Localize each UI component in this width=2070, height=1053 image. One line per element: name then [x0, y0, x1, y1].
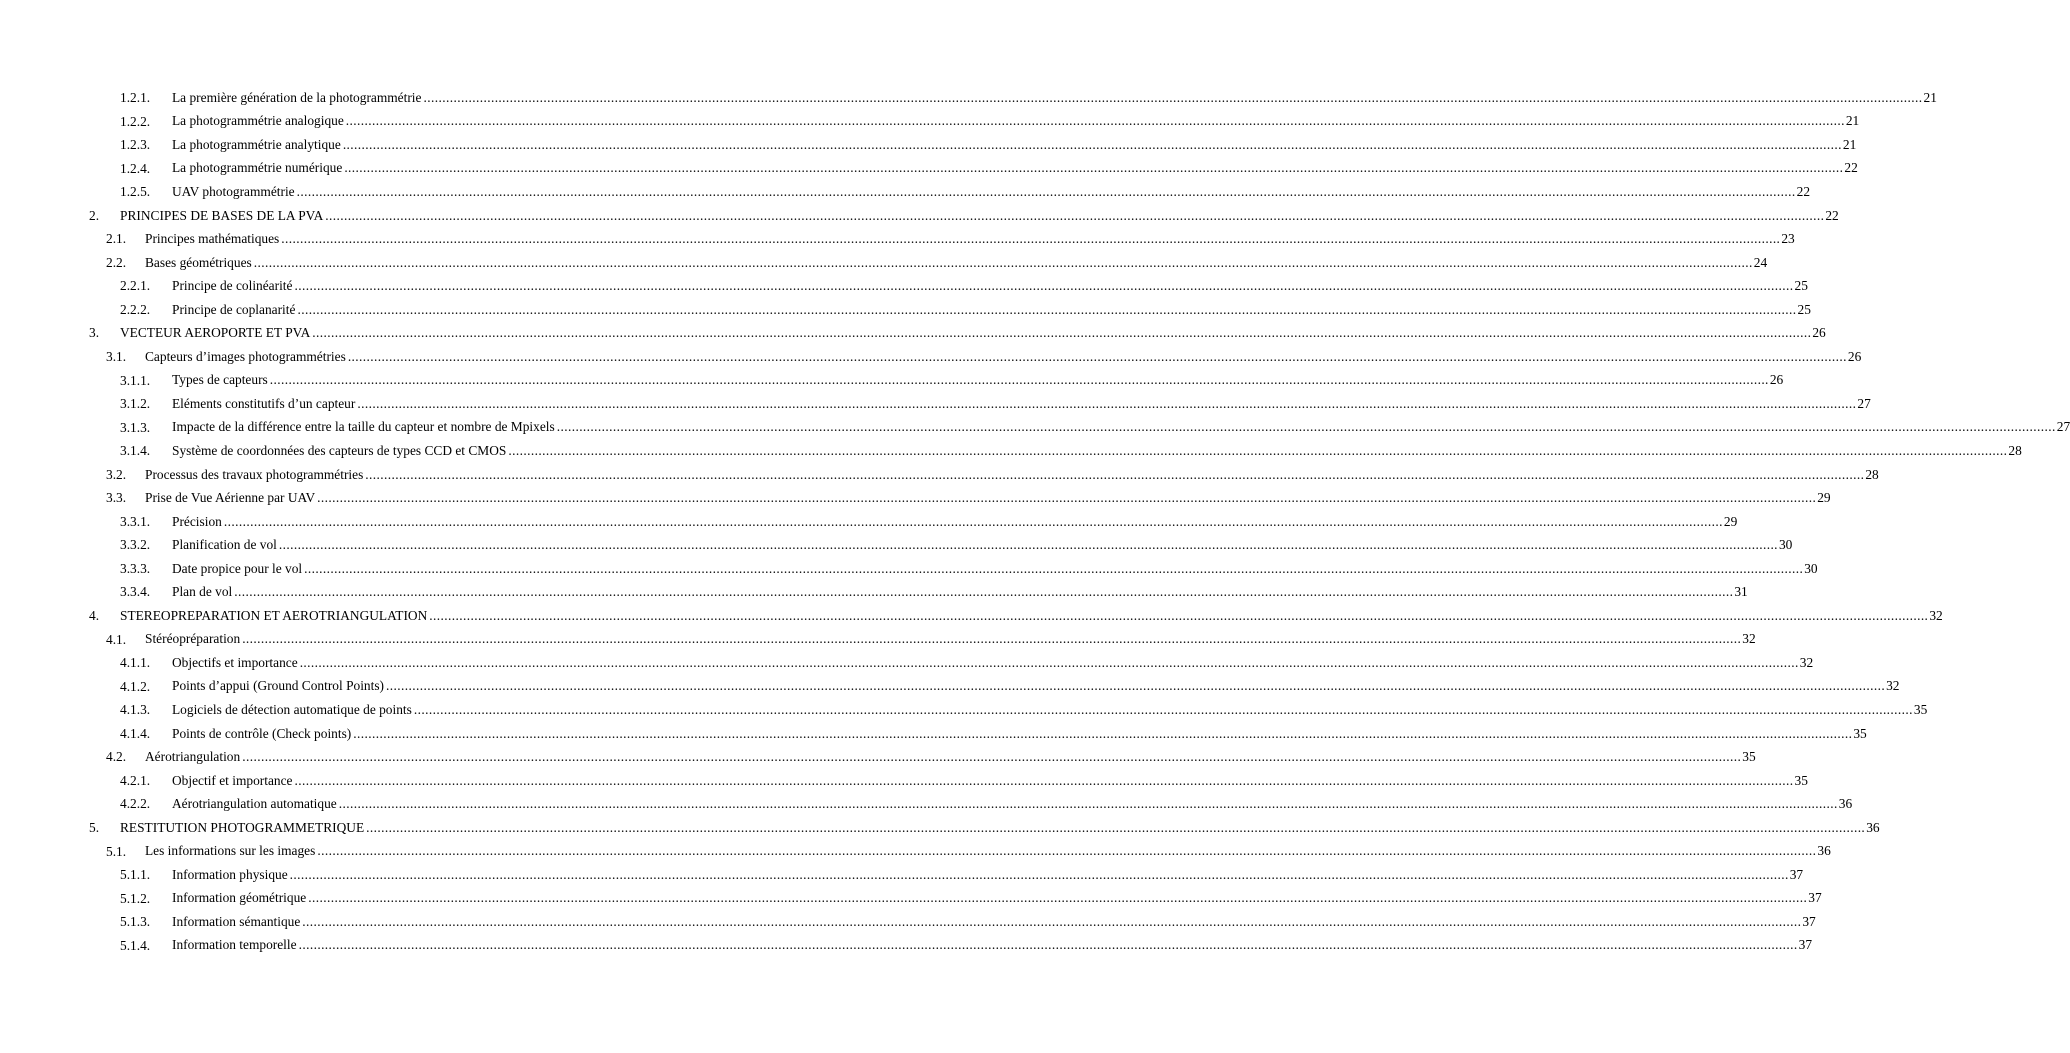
- toc-entry-page-number: 28: [2008, 442, 2022, 458]
- toc-entry-body: [172, 580, 1748, 604]
- toc-entry[interactable]: [0, 722, 1867, 746]
- toc-entry-page-number: 28: [1865, 466, 1879, 482]
- dot-leader: ................................................................................................................................................................................................................................................................................................................................................................................................................: [344, 160, 1844, 176]
- toc-entry[interactable]: [0, 816, 1880, 840]
- toc-entry[interactable]: [0, 251, 1768, 275]
- toc-entry-number: 4.1.3.: [120, 702, 151, 718]
- toc-entry-page-number: 27: [2056, 419, 2070, 435]
- toc-entry-body: [172, 369, 1784, 393]
- toc-entry-title: Aérotriangulation automatique: [172, 796, 337, 812]
- dot-leader: ................................................................................................................................................................................................................................................................................................................................................................................................................: [304, 560, 1804, 576]
- toc-entry[interactable]: [0, 698, 1928, 722]
- toc-entry-body: [172, 675, 1900, 699]
- toc-entry-title: RESTITUTION PHOTOGRAMMETRIQUE: [120, 819, 365, 835]
- toc-entry[interactable]: [0, 345, 1862, 369]
- toc-entry-body: [172, 910, 1816, 934]
- toc-entry[interactable]: [0, 86, 1937, 110]
- toc-entry-number: 2.2.2.: [120, 301, 151, 317]
- toc-entry[interactable]: [0, 840, 1831, 864]
- toc-entry-title: Types de capteurs: [172, 372, 268, 388]
- toc-entry-body: [172, 439, 2022, 463]
- toc-entry-body: [172, 863, 1804, 887]
- toc-entry-page-number: 32: [1886, 678, 1900, 694]
- toc-entry[interactable]: [0, 463, 1879, 487]
- toc-entry-title: Capteurs d’images photogrammétries: [145, 348, 346, 364]
- dot-leader: ................................................................................................................................................................................................................................................................................................................................................................................................................: [296, 183, 1796, 199]
- toc-entry-title: Planification de vol: [172, 537, 277, 553]
- toc-entry-page-number: 25: [1797, 301, 1811, 317]
- dot-leader: ................................................................................................................................................................................................................................................................................................................................................................................................................: [508, 442, 2008, 458]
- toc-entry-title: Information sémantique: [172, 913, 301, 929]
- toc-entry-page-number: 31: [1734, 584, 1748, 600]
- toc-entry-page-number: 30: [1778, 537, 1793, 553]
- toc-entry-title: La première génération de la photogrammétrie: [172, 89, 422, 105]
- toc-entry[interactable]: [0, 157, 1858, 181]
- toc-entry-body: [145, 745, 1756, 769]
- toc-entry-body: [120, 604, 1943, 628]
- dot-leader: ................................................................................................................................................................................................................................................................................................................................................................................................................: [253, 254, 1753, 270]
- toc-entry-page-number: 37: [1789, 866, 1804, 882]
- dot-leader: ................................................................................................................................................................................................................................................................................................................................................................................................................: [223, 513, 1723, 529]
- toc-entry-body: [172, 86, 1937, 110]
- dot-leader: ................................................................................................................................................................................................................................................................................................................................................................................................................: [281, 231, 1781, 247]
- toc-entry-body: [172, 298, 1811, 322]
- toc-entry-number: 3.3.: [106, 490, 127, 506]
- dot-leader: ................................................................................................................................................................................................................................................................................................................................................................................................................: [312, 325, 1812, 341]
- toc-entry[interactable]: [0, 651, 1814, 675]
- toc-entry-title: Objectifs et importance: [172, 654, 298, 670]
- toc-entry-body: [172, 934, 1813, 958]
- toc-entry-number: 4.1.4.: [120, 725, 151, 741]
- toc-entry[interactable]: [0, 887, 1822, 911]
- toc-entry-title: Points de contrôle (Check points): [172, 725, 352, 741]
- toc-entry[interactable]: [0, 628, 1756, 652]
- dot-leader: ................................................................................................................................................................................................................................................................................................................................................................................................................: [234, 584, 1734, 600]
- toc-entry-title: Bases géométriques: [145, 254, 252, 270]
- dot-leader: ................................................................................................................................................................................................................................................................................................................................................................................................................: [317, 843, 1817, 859]
- toc-entry[interactable]: [0, 416, 2070, 440]
- toc-entry-title: La photogrammétrie analytique: [172, 136, 341, 152]
- toc-entry-title: Information temporelle: [172, 937, 297, 953]
- toc-entry-title: La photogrammétrie numérique: [172, 160, 343, 176]
- toc-entry-number: 3.1.1.: [120, 372, 151, 388]
- toc-entry-page-number: 32: [1742, 631, 1756, 647]
- toc-entry-title: PRINCIPES DE BASES DE LA PVA: [120, 207, 324, 223]
- toc-entry-title: Points d’appui (Ground Control Points): [172, 678, 385, 694]
- toc-entry[interactable]: [0, 863, 1804, 887]
- toc-entry-number: 2.: [89, 207, 100, 223]
- toc-entry-number: 3.3.2.: [120, 537, 151, 553]
- toc-entry-title: Stéréopréparation: [145, 631, 241, 647]
- toc-entry-body: [172, 274, 1808, 298]
- dot-leader: ................................................................................................................................................................................................................................................................................................................................................................................................................: [242, 631, 1742, 647]
- dot-leader: ................................................................................................................................................................................................................................................................................................................................................................................................................: [298, 937, 1798, 953]
- toc-entry-number: 3.: [89, 325, 100, 341]
- toc-entry-number: 4.1.2.: [120, 678, 151, 694]
- toc-entry-title: Principes mathématiques: [145, 231, 280, 247]
- toc-entry-title: Information géométrique: [172, 890, 307, 906]
- toc-entry-title: UAV photogrammétrie: [172, 183, 295, 199]
- toc-entry-body: [172, 157, 1858, 181]
- toc-entry-body: [172, 533, 1793, 557]
- dot-leader: ................................................................................................................................................................................................................................................................................................................................................................................................................: [278, 537, 1778, 553]
- toc-entry[interactable]: [0, 369, 1784, 393]
- toc-entry-number: 2.2.: [106, 254, 127, 270]
- dot-leader: ................................................................................................................................................................................................................................................................................................................................................................................................................: [386, 678, 1886, 694]
- dot-leader: ................................................................................................................................................................................................................................................................................................................................................................................................................: [353, 725, 1853, 741]
- toc-entry-page-number: 37: [1802, 913, 1816, 929]
- dot-leader: ................................................................................................................................................................................................................................................................................................................................................................................................................: [429, 607, 1929, 623]
- toc-entry-number: 1.2.3.: [120, 137, 151, 153]
- toc-entry[interactable]: [0, 298, 1811, 322]
- toc-entry[interactable]: [0, 792, 1853, 816]
- toc-entry-title: La photogrammétrie analogique: [172, 113, 344, 129]
- toc-entry-title: Prise de Vue Aérienne par UAV: [145, 490, 316, 506]
- toc-entry-number: 1.2.4.: [120, 160, 151, 176]
- toc-entry-number: 1.2.5.: [120, 184, 151, 200]
- toc-entry-title: Principe de coplanarité: [172, 301, 296, 317]
- toc-entry-number: 3.3.4.: [120, 584, 151, 600]
- toc-entry-page-number: 30: [1804, 560, 1818, 576]
- toc-entry[interactable]: [0, 110, 1860, 134]
- dot-leader: ................................................................................................................................................................................................................................................................................................................................................................................................................: [423, 89, 1923, 105]
- toc-entry-body: [172, 698, 1928, 722]
- toc-entry-title: Plan de vol: [172, 584, 233, 600]
- toc-entry-title: STEREOPREPARATION ET AEROTRIANGULATION: [120, 607, 428, 623]
- toc-entry-title: Aérotriangulation: [145, 749, 241, 765]
- toc-entry-page-number: 22: [1796, 183, 1811, 199]
- toc-entry[interactable]: [0, 392, 1871, 416]
- toc-entry-number: 1.2.2.: [120, 113, 151, 129]
- toc-entry-page-number: 23: [1781, 231, 1795, 247]
- toc-entry-number: 5.1.2.: [120, 890, 151, 906]
- toc-entry-body: [172, 180, 1811, 204]
- toc-entry-body: [172, 416, 2070, 440]
- toc-entry-number: 2.1.: [106, 231, 127, 247]
- toc-entry-page-number: 29: [1723, 513, 1738, 529]
- toc-entry-page-number: 24: [1753, 254, 1768, 270]
- toc-entry-title: Précision: [172, 513, 222, 529]
- toc-entry-number: 5.1.: [106, 843, 127, 859]
- dot-leader: ................................................................................................................................................................................................................................................................................................................................................................................................................: [357, 395, 1857, 411]
- toc-entry-number: 3.2.: [106, 466, 127, 482]
- toc-entry-body: [172, 557, 1818, 581]
- toc-entry-page-number: 32: [1929, 607, 1943, 623]
- toc-entry[interactable]: [0, 557, 1818, 581]
- toc-entry[interactable]: [0, 133, 1857, 157]
- dot-leader: ................................................................................................................................................................................................................................................................................................................................................................................................................: [366, 819, 1866, 835]
- toc-entry-page-number: 37: [1808, 890, 1822, 906]
- toc-entry-page-number: 37: [1798, 937, 1813, 953]
- dot-leader: ................................................................................................................................................................................................................................................................................................................................................................................................................: [556, 419, 2056, 435]
- toc-entry-title: Date propice pour le vol: [172, 560, 303, 576]
- toc-entry-title: Logiciels de détection automatique de points: [172, 701, 412, 717]
- toc-entry[interactable]: [0, 227, 1795, 251]
- toc-entry-page-number: 22: [1844, 160, 1858, 176]
- dot-leader: ................................................................................................................................................................................................................................................................................................................................................................................................................: [299, 654, 1799, 670]
- toc-entry-page-number: 35: [1794, 772, 1808, 788]
- toc-entry[interactable]: [0, 204, 1839, 228]
- toc-entry-body: [172, 887, 1822, 911]
- toc-entry-page-number: 27: [1857, 395, 1871, 411]
- toc-entry-page-number: 35: [1853, 725, 1867, 741]
- toc-entry-body: [145, 628, 1756, 652]
- toc-entry-body: [120, 204, 1839, 228]
- toc-entry-body: [145, 486, 1831, 510]
- toc-entry-page-number: 36: [1817, 843, 1831, 859]
- toc-entry-number: 3.3.1.: [120, 513, 151, 529]
- dot-leader: ................................................................................................................................................................................................................................................................................................................................................................................................................: [413, 701, 1913, 717]
- dot-leader: ................................................................................................................................................................................................................................................................................................................................................................................................................: [297, 301, 1797, 317]
- toc-entry[interactable]: [0, 934, 1813, 958]
- toc-entry-body: [172, 722, 1867, 746]
- toc-entry-body: [145, 345, 1862, 369]
- toc-entry[interactable]: [0, 321, 1826, 345]
- dot-leader: ................................................................................................................................................................................................................................................................................................................................................................................................................: [338, 796, 1838, 812]
- toc-entry-title: Information physique: [172, 866, 288, 882]
- dot-leader: ................................................................................................................................................................................................................................................................................................................................................................................................................: [365, 466, 1865, 482]
- toc-entry-number: 5.1.4.: [120, 937, 151, 953]
- toc-entry-page-number: 22: [1825, 207, 1839, 223]
- toc-entry-page-number: 32: [1799, 654, 1814, 670]
- dot-leader: ................................................................................................................................................................................................................................................................................................................................................................................................................: [317, 490, 1817, 506]
- toc-entry[interactable]: [0, 604, 1943, 628]
- toc-entry-number: 4.1.1.: [120, 655, 151, 671]
- toc-entry-body: [145, 227, 1795, 251]
- toc-entry-body: [172, 651, 1814, 675]
- dot-leader: ................................................................................................................................................................................................................................................................................................................................................................................................................: [289, 866, 1789, 882]
- dot-leader: ................................................................................................................................................................................................................................................................................................................................................................................................................: [242, 749, 1742, 765]
- toc-entry[interactable]: [0, 274, 1808, 298]
- toc-entry-title: Objectif et importance: [172, 772, 293, 788]
- toc-entry-title: VECTEUR AEROPORTE ET PVA: [120, 325, 311, 341]
- toc-entry-number: 1.2.1.: [120, 90, 151, 105]
- toc-entry-body: [145, 840, 1831, 864]
- toc-entry[interactable]: [0, 486, 1831, 510]
- dot-leader: ................................................................................................................................................................................................................................................................................................................................................................................................................: [294, 772, 1794, 788]
- toc-entry-number: 3.1.: [106, 349, 127, 365]
- toc-entry-body: [172, 510, 1738, 534]
- toc-entry[interactable]: [0, 769, 1808, 793]
- toc-entry-page-number: 26: [1847, 348, 1862, 364]
- toc-entry-page-number: 21: [1845, 113, 1860, 129]
- toc-entry-body: [172, 133, 1857, 157]
- toc-entry-number: 4.2.1.: [120, 772, 151, 788]
- toc-entry[interactable]: [0, 439, 2022, 463]
- toc-entry-body: [120, 816, 1880, 840]
- toc-entry[interactable]: [0, 533, 1793, 557]
- toc-entry-number: 4.2.: [106, 749, 127, 765]
- toc-entry-page-number: 25: [1794, 278, 1808, 294]
- toc-entry-number: 3.1.3.: [120, 419, 151, 435]
- toc-entry-body: [120, 321, 1826, 345]
- toc-entry-number: 3.1.4.: [120, 443, 151, 459]
- toc-entry-page-number: 21: [1923, 89, 1937, 105]
- toc-entry-number: 2.2.1.: [120, 278, 151, 294]
- toc-entry-body: [172, 792, 1853, 816]
- toc-entry[interactable]: [0, 675, 1900, 699]
- toc-entry[interactable]: [0, 745, 1756, 769]
- toc-entry-number: 5.1.1.: [120, 867, 151, 883]
- toc-entry-number: 4.: [89, 608, 100, 624]
- toc-entry-page-number: 35: [1742, 749, 1756, 765]
- toc-entry-title: Principe de colinéarité: [172, 278, 293, 294]
- toc-entry[interactable]: [0, 510, 1738, 534]
- toc-entry-page-number: 36: [1866, 819, 1880, 835]
- toc-entry-number: 5.: [89, 819, 100, 835]
- toc-entry[interactable]: [0, 180, 1811, 204]
- toc-entry-number: 5.1.3.: [120, 914, 151, 930]
- dot-leader: ................................................................................................................................................................................................................................................................................................................................................................................................................: [308, 890, 1808, 906]
- toc-entry-number: 3.1.2.: [120, 396, 151, 412]
- toc-entry-body: [172, 392, 1871, 416]
- toc-entry-title: Impacte de la différence entre la taille du capteur et nombre de Mpixels: [172, 419, 555, 435]
- toc-entry-number: 4.2.2.: [120, 796, 151, 812]
- dot-leader: ................................................................................................................................................................................................................................................................................................................................................................................................................: [269, 372, 1769, 388]
- toc-entry-body: [145, 463, 1879, 487]
- toc-entry-body: [145, 251, 1768, 275]
- toc-entry-page-number: 26: [1812, 325, 1826, 341]
- toc-entry-page-number: 21: [1842, 136, 1857, 152]
- dot-leader: ................................................................................................................................................................................................................................................................................................................................................................................................................: [325, 207, 1825, 223]
- toc-entry-page-number: 29: [1817, 490, 1831, 506]
- toc-entry[interactable]: [0, 580, 1748, 604]
- toc-entry-title: Processus des travaux photogrammétries: [145, 466, 364, 482]
- toc-entry[interactable]: [0, 910, 1816, 934]
- toc-entry-page-number: 36: [1838, 796, 1853, 812]
- toc-entry-page-number: 26: [1769, 372, 1784, 388]
- toc-entry-title: Système de coordonnées des capteurs de types CCD et CMOS: [172, 442, 507, 458]
- toc-entry-title: Eléments constitutifs d’un capteur: [172, 395, 356, 411]
- toc-entry-number: 4.1.: [106, 631, 127, 647]
- toc-entry-number: 3.3.3.: [120, 560, 151, 576]
- table-of-contents: [0, 86, 2070, 957]
- dot-leader: ................................................................................................................................................................................................................................................................................................................................................................................................................: [302, 913, 1802, 929]
- dot-leader: ................................................................................................................................................................................................................................................................................................................................................................................................................: [345, 113, 1845, 129]
- dot-leader: ................................................................................................................................................................................................................................................................................................................................................................................................................: [347, 348, 1847, 364]
- toc-entry-body: [172, 110, 1860, 134]
- dot-leader: ................................................................................................................................................................................................................................................................................................................................................................................................................: [294, 278, 1794, 294]
- toc-entry-body: [172, 769, 1808, 793]
- toc-entry-page-number: 35: [1913, 701, 1928, 717]
- toc-entry-title: Les informations sur les images: [145, 843, 316, 859]
- dot-leader: ................................................................................................................................................................................................................................................................................................................................................................................................................: [342, 136, 1842, 152]
